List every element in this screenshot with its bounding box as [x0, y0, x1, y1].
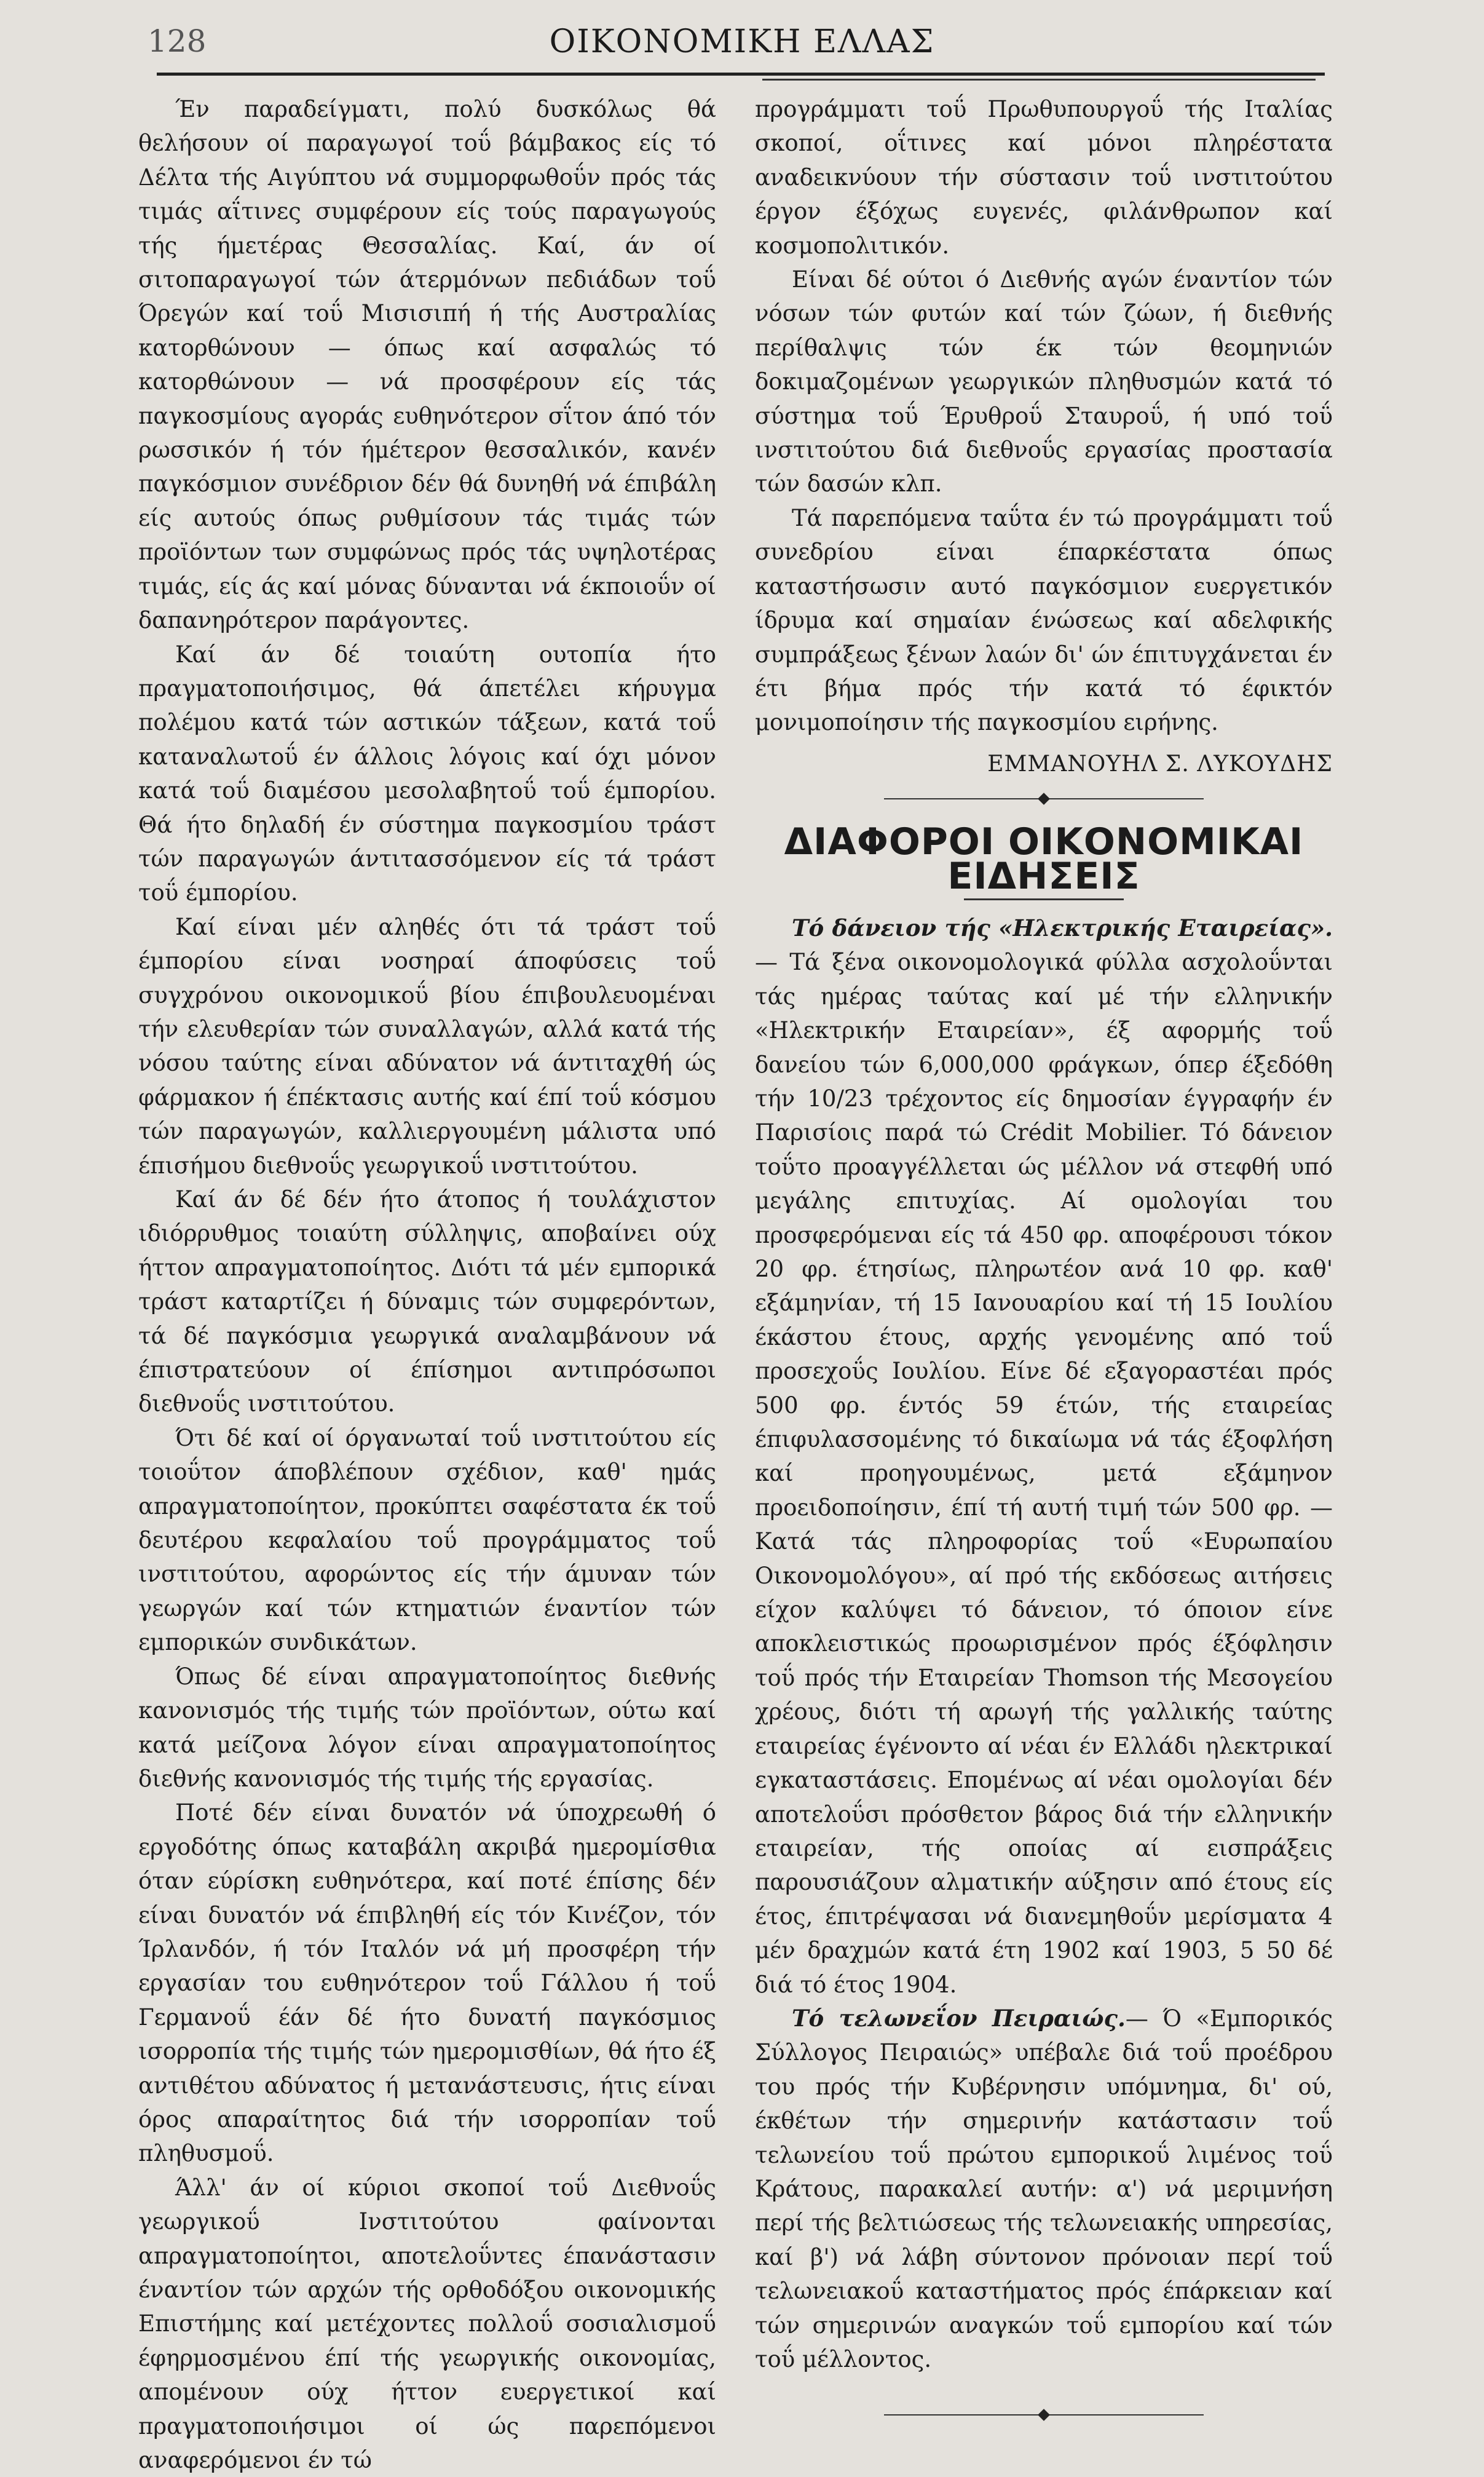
left-column — [138, 92, 716, 2477]
paragraph: Ποτέ δέν είναι δυνατόν νά ύποχρεωθή ό εργοδότης όπως καταβάλη ακριβά ημερομίσθια όταν εύρίσκη ευθηνότερα, καί ποτέ έπίσης δέν είναι δυνατόν νά έπιβληθή είς τόν Κινέζον, τόν Ίρλανδόν, ή τόν Ιταλόν νά μή προσφέρη τήν εργασίαν του ευθηνότερον τοΰ Γάλλου ή τοΰ Γερμανοΰ έάν δέ ήτο δυνατή παγκόσμιος ισορροπία τής τιμής τών ημερομισθίων, θά ήτο έξ αντιθέτου αδύνατος ή μετανάστευσις, ήτις είναι όρος απαραίτητος διά τήν ισορροπίαν τοΰ πληθυσμοΰ. — [138, 1799, 716, 2167]
author-signature: ΕΜΜΑΝΟΥΗΛ Σ. ΛΥΚΟΥΔΗΣ — [987, 751, 1333, 777]
section-heading: ΔΙΑΦΟΡΟΙ ΟΙΚΟΝΟΜΙΚΑΙ ΕΙΔΗΣΕΙΣ — [784, 820, 1304, 898]
paragraph: Ότι δέ καί οί όργανωταί τοΰ ινστιτούτου είς τοιοΰτον άποβλέπουν σχέδιον, καθ' ημάς απραγματοποίητον, προκύπτει σαφέστατα έκ τοΰ δευτέρου κεφαλαίου τοΰ προγράμματος τοΰ ινστιτούτου, αφορώντος είς τήν άμυναν τών γεωργών καί τών κτηματιών έναντίον τών εμπορικών συνδικάτων. — [138, 1424, 716, 1656]
header-rule — [157, 73, 1325, 76]
paragraph: Όπως δέ είναι απραγματοποίητος διεθνής κανονισμός τής τιμής τών προϊόντων, ούτω καί κατά μείζονα λόγον είναι απραγματοποίητος διεθνής κανονισμός τής τιμής τής εργασίας. — [138, 1663, 716, 1792]
ornament-divider — [884, 790, 1204, 808]
page-header — [0, 18, 1484, 68]
paragraph: Έν παραδείγματι, πολύ δυσκόλως θά θελήσουν οί παραγωγοί τοΰ βάμβακος είς τό Δέλτα τής Αιγύπτου νά συμμορφωθοΰν πρός τάς τιμάς αΐτινες συμφέρουν είς τούς παραγωγούς τής ήμετέρας Θεσσαλίας. Καί, άν οί σιτοπαραγωγοί τών άτερμόνων πεδιάδων τοΰ Όρεγών καί τοΰ Μισισιπή ή τής Αυστραλίας κατορθώνουν — όπως καί ασφαλώς τό κατορθώνουν — νά προσφέρουν είς τάς παγκοσμίους αγοράς ευθηνότερον σΐτον άπό τόν ρωσσικόν ή τόν ήμέτερον θεσσαλικόν, κανέν παγκόσμιον συνέδριον δέν θά δυνηθή νά έπιβάλη είς αυτούς όπως ρυθμίσουν τάς τιμάς τών προϊόντων των συμφώνως πρός τάς υψηλοτέρας τιμάς, είς άς καί μόνας δύνανται νά έκποιοΰν οί δαπανηρότερον παράγοντες. — [138, 96, 716, 634]
news-item-body: — Ό «Εμπορικός Σύλλογος Πειραιώς» υπέβαλε διά τοΰ προέδρου του πρός τήν Κυβέρνησιν υπόμνημα, δι' ού, έκθέτων τήν σημερινήν κατάστασιν τοΰ τελωνείου τοΰ πρώτου εμπορικοΰ λιμένος τοΰ Κράτους, παρακαλεί αυτήν: α') νά μεριμνήση περί τής βελτιώσεως τής τελωνειακής υπηρεσίας, καί β') νά λάβη σύντονον πρόνοιαν περί τοΰ τελωνειακοΰ καταστήματος πρός έπάρκειαν καί τών σημερινών αναγκών τοΰ εμπορίου καί τών τοΰ μέλλοντος. — [755, 2005, 1333, 2372]
news-item — [755, 911, 1333, 2002]
end-ornament-divider — [884, 2406, 1204, 2424]
running-title: ΟΙΚΟΝΟΜΙΚΗ ΕΛΛΑΣ — [549, 23, 935, 60]
news-item-body: — Τά ξένα οικονομολογικά φύλλα ασχολοΰνται τάς ημέρας ταύτας καί μέ τήν ελληνικήν «Ηλεκτρικήν Εταιρείαν», έξ αφορμής τοΰ δανείου τών 6,000,000 φράγκων, όπερ έξεδόθη τήν 10/23 τρέχοντος είς δημοσίαν έγγραφήν έν Παρισίοις παρά τώ Crédit Mobilier. Τό δάνειον τοΰτο προαγγέλλεται ώς μέλλον νά στεφθή υπό μεγάλης επιτυχίας. Αί ομολογίαι του προσφερόμεναι είς τά 450 φρ. αποφέρουσι τόκον 20 φρ. έτησίως, πληρωτέον ανά 10 φρ. καθ' εξάμηνίαν, τή 15 Ιανουαρίου καί τή 15 Ιουλίου έκάστου έτους, αρχής γενομένης από τοΰ προσεχοΰς Ιουλίου. Είνε δέ εξαγοραστέαι πρός 500 φρ. έντός 59 έτών, τής εταιρείας έπιφυλασσομένης τό δικαίωμα νά τάς έξοφλήση καί προηγουμένως, μετά εξάμηνον προειδοποίησιν, έπί τή αυτή τιμή τών 500 φρ. — Κατά τάς πληροφορίας τοΰ «Ευρωπαίου Οικονομολόγου», αί πρό τής εκδόσεως αιτήσεις είχον καλύψει τό δάνειον, τό όποιον είνε αποκλειστικώς προωρισμένον πρός έξόφλησιν τοΰ πρός τήν Εταιρείαν Thomson τής Μεσογείου χρέους, διότι τή αρωγή τής γαλλικής ταύτης εταιρείας έγένοντο αί νέαι έν Ελλάδι ηλεκτρικαί εγκαταστάσεις. Επομένως αί νέαι ομολογίαι δέν αποτελοΰσι πρόσθετον βάρος διά τήν ελληνικήν εταιρείαν, τής οποίας αί εισπράξεις παρουσιάζουν αλματικήν αύξησιν από έτους είς έτος, έπιτρέψασαι νά διανεμηθοΰν μερίσματα 4 μέν δραχμών κατά έτη 1902 καί 1903, 5 50 δέ διά τό έτος 1904. — [755, 949, 1333, 1998]
paragraph: Τά παρεπόμενα ταΰτα έν τώ προγράμματι τοΰ συνεδρίου είναι έπαρκέστατα όπως καταστήσωσιν αυτό παγκόσμιον ευεργετικόν ίδρυμα καί σημαίαν ένώσεως καί αδελφικής συμπράξεως ξένων λαών δι' ών έπιτυγχάνεται έν έτι βήμα πρός τήν κατά τό έφικτόν μονιμοποίησιν τής παγκοσμίου ειρήνης. — [755, 504, 1333, 736]
paragraph: Καί άν δέ δέν ήτο άτοπος ή τουλάχιστον ιδιόρρυθμος τοιαύτη σύλληψις, αποβαίνει ούχ ήττον απραγματοποίητος. Διότι τά μέν εμπορικά τράστ καταρτίζει ή δύναμις τών συμφερόντων, τά δέ παγκόσμια γεωργικά αναλαμβάνουν νά έπιστρατεύουν οί έπίσημοι αντιπρόσωποι διεθνοΰς ινστιτούτου. — [138, 1186, 716, 1417]
page-number: 128 — [148, 23, 207, 59]
paragraph: προγράμματι τοΰ Πρωθυπουργοΰ τής Ιταλίας σκοποί, οΐτινες καί μόνοι πληρέστατα αναδεικνύουν τήν σύστασιν τοΰ ινστιτούτου έργον έξόχως ευγενές, φιλάνθρωπον καί κοσμοπολιτικόν. — [755, 96, 1333, 259]
news-item-title: Τό δάνειον τής «Ηλεκτρικής Εταιρείας». — [792, 914, 1333, 941]
paragraph: Καί άν δέ τοιαύτη ουτοπία ήτο πραγματοποιήσιμος, θά άπετέλει κήρυγμα πολέμου κατά τών αστικών τάξεων, κατά τοΰ καταναλωτοΰ έν άλλοις λόγοις καί όχι μόνον κατά τοΰ διαμέσου μεσολαβητοΰ τοΰ έμπορίου. Θά ήτο δηλαδή έν σύστημα παγκοσμίου τράστ τών παραγωγών άντιτασσόμενον είς τά τράστ τοΰ έμπορίου. — [138, 641, 716, 906]
diamond-ornament-icon — [1038, 2409, 1050, 2422]
header-rule-secondary — [762, 79, 1316, 81]
paragraph: Είναι δέ ούτοι ό Διεθνής αγών έναντίον τών νόσων τών φυτών καί τών ζώων, ή διεθνής περίθαλψις τών έκ τών θεομηνιών δοκιμαζομένων γεωργικών πληθυσμών κατά τό σύστημα τοΰ Έρυθροΰ Σταυροΰ, ή υπό τοΰ ινστιτούτου διά διεθνοΰς εργασίας προστασία τών δασών κλπ. — [755, 266, 1333, 497]
news-item-title: Τό τελωνεΐον Πειραιώς. — [792, 2004, 1126, 2032]
news-item — [755, 2002, 1333, 2376]
paragraph: Άλλ' άν οί κύριοι σκοποί τοΰ Διεθνοΰς γεωργικοΰ Ινστιτούτου φαίνονται απραγματοποίητοι, αποτελοΰντες έπανάστασιν έναντίον τών αρχών τής ορθοδόξου οικονομικής Επιστήμης καί μετέχοντες πολλοΰ σοσιαλισμοΰ έφηρμοσμένου έπί τής γεωργικής οικονομίας, απομένουν ούχ ήττον ευεργετικοί καί πραγματοποιήσιμοι οί ώς παρεπόμενοι αναφερόμενοι έν τώ — [138, 2174, 716, 2474]
right-column — [755, 92, 1333, 2433]
heading-rule — [964, 898, 1124, 900]
paragraph: Καί είναι μέν αληθές ότι τά τράστ τοΰ έμπορίου είναι νοσηραί άποφύσεις τοΰ συγχρόνου οικονομικοΰ βίου έπιβουλευομέναι τήν ελευθερίαν τών συναλλαγών, αλλά κατά τής νόσου ταύτης είναι αδύνατον νά άντιταχθή ώς φάρμακον ή έπέκτασις αυτής καί έπί τοΰ κόσμου τών παραγωγών, καλλιεργουμένη μάλιστα υπό έπισήμου διεθνοΰς γεωργικοΰ ινστιτούτου. — [138, 913, 716, 1179]
diamond-ornament-icon — [1038, 793, 1050, 805]
